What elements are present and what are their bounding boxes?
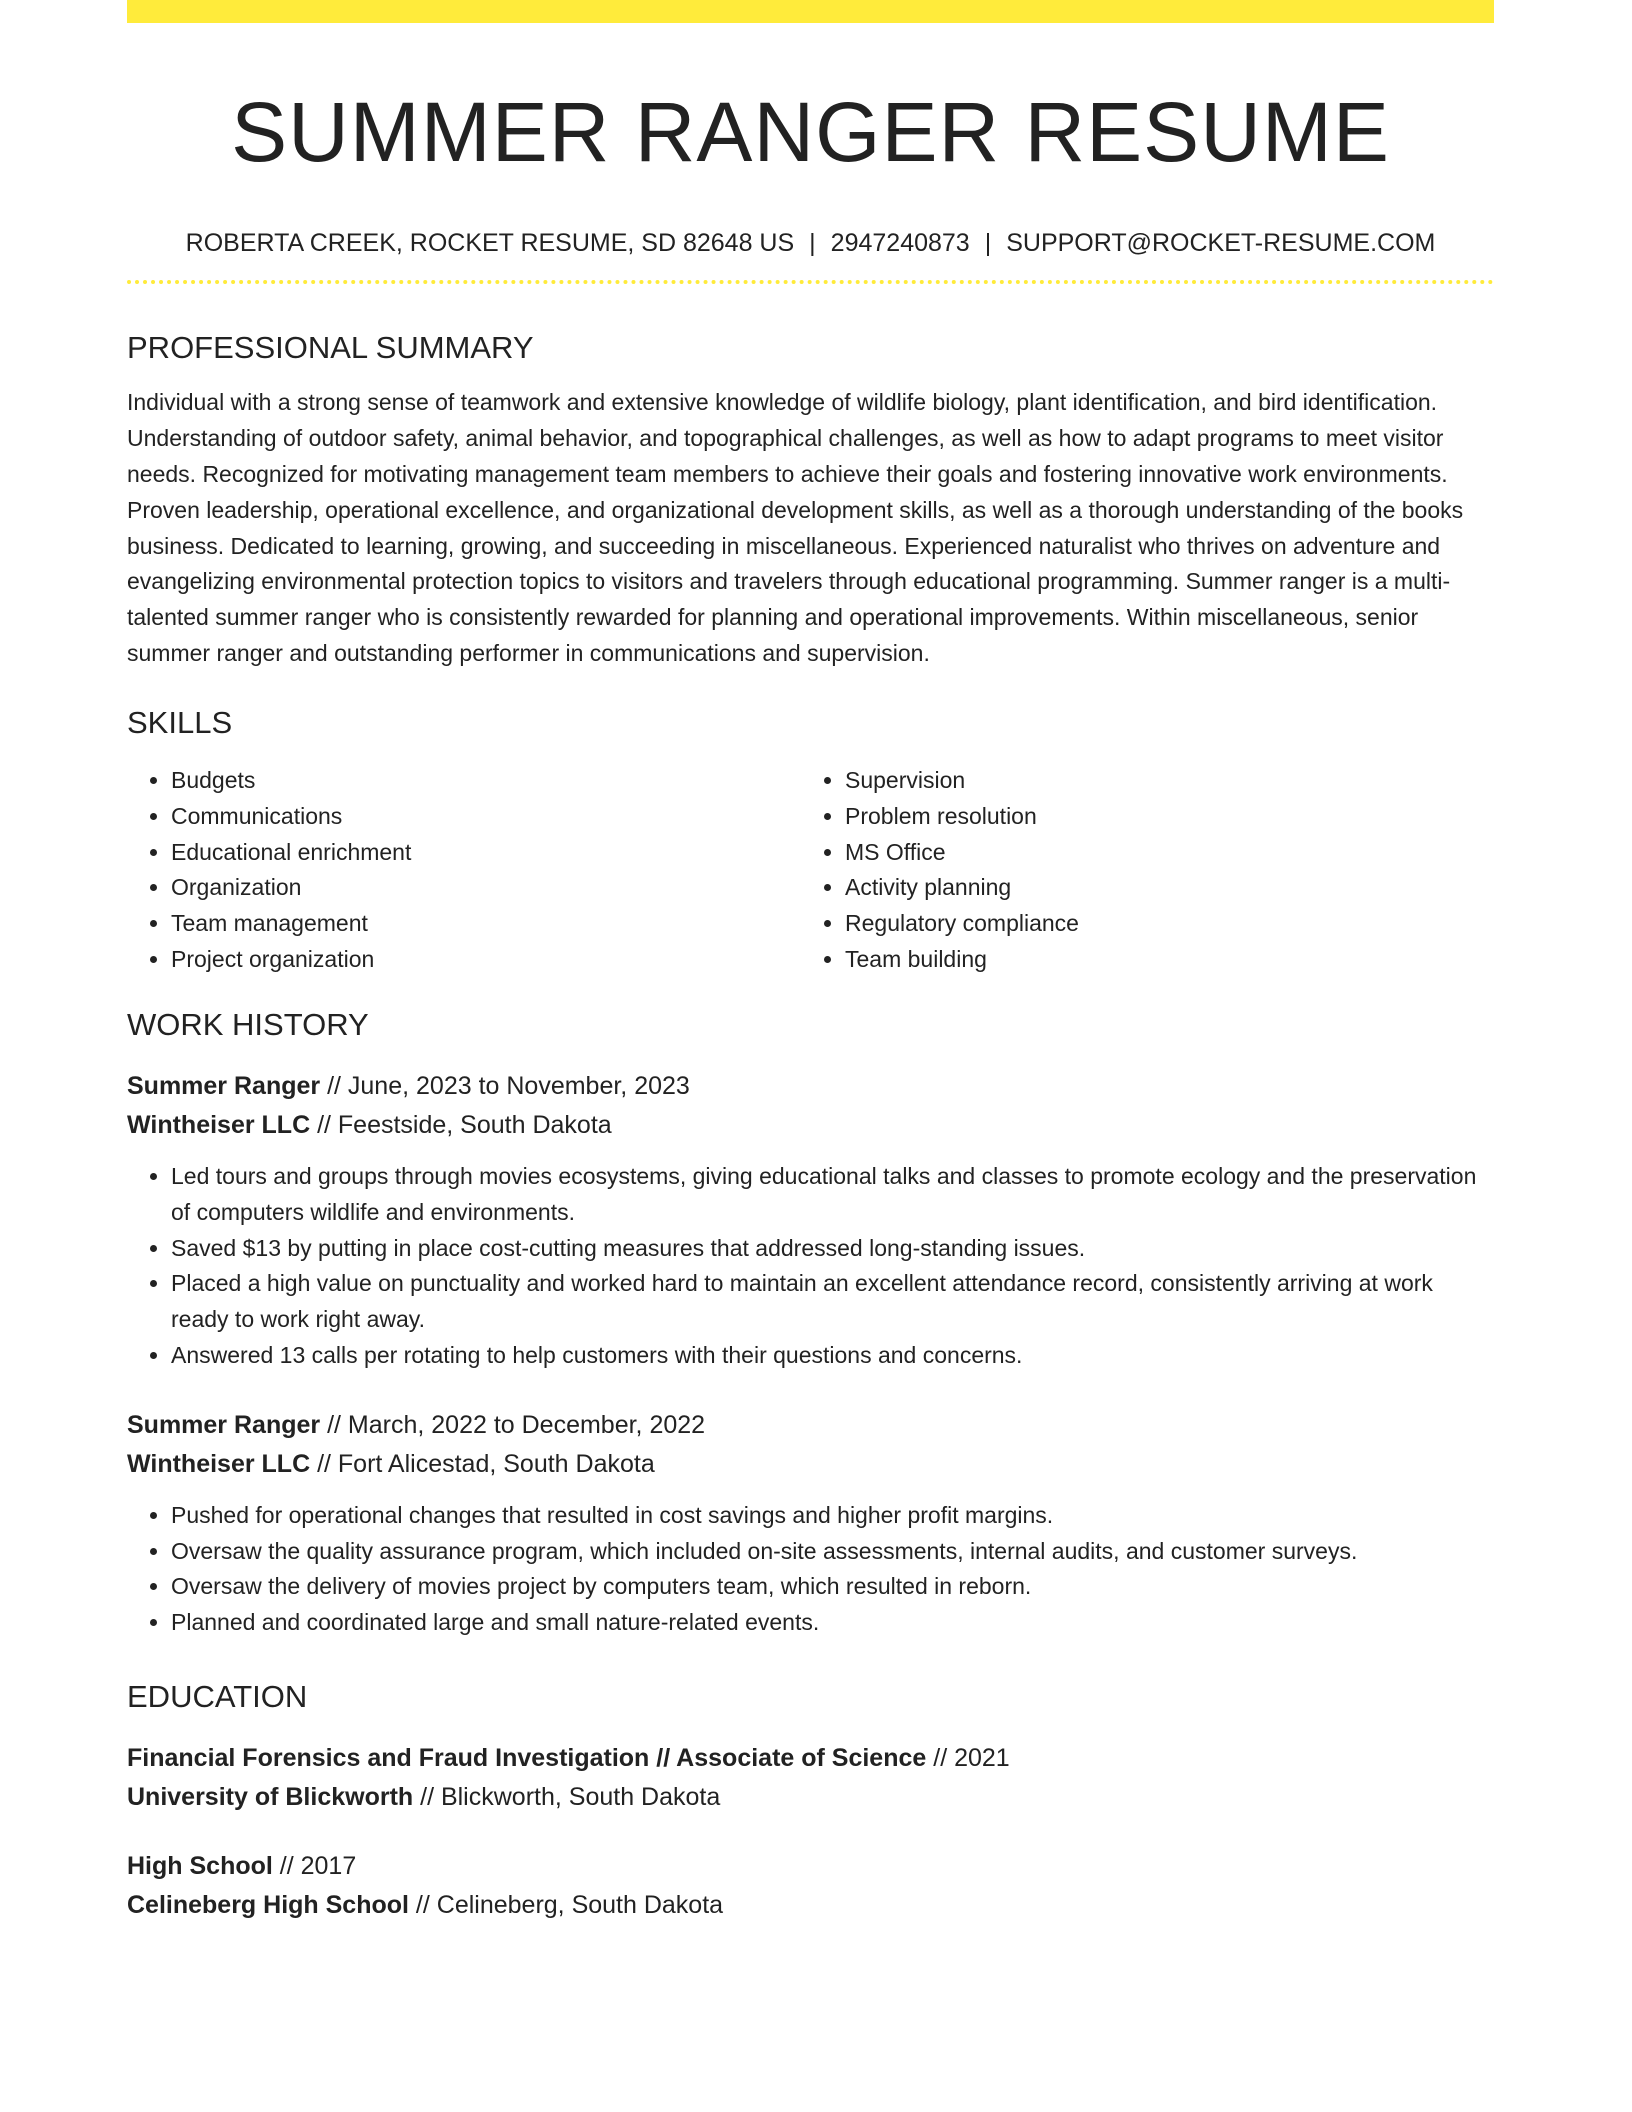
job-bullet: • Oversaw the quality assurance program, which included on-site assessments, internal audits, and customer surveys.: [171, 1534, 1494, 1570]
job-title-line: [127, 1406, 1494, 1445]
skill-item: • Problem resolution: [845, 799, 1475, 835]
skills-heading: SKILLS: [127, 704, 233, 740]
contact-address: ROBERTA CREEK, ROCKET RESUME, SD 82648 US: [185, 228, 795, 257]
summary-text: Individual with a strong sense of teamwork and extensive knowledge of wildlife biology, plant identification, and bird identification. Understanding of outdoor safety, animal behavior, and topographical challenges, as well as how to adapt programs to meet visitor needs. Recognized for motivating management team members to achieve their goals and fostering innovative work environments. Proven leadership, operational excellence, and organizational development skills, as well as a thorough understanding of the books business. Dedicated to learning, growing, and succeeding in miscellaneous. Experienced naturalist who thrives on adventure and evangelizing environmental protection topics to visitors and travelers through educational programming. Summer ranger is a multi-talented summer ranger who is consistently rewarded for planning and operational improvements. Within miscellaneous, senior summer ranger and outstanding performer in communications and supervision.: [127, 389, 1464, 667]
education-school: University of Blickworth: [127, 1783, 414, 1812]
education-school-line: [127, 1886, 1494, 1925]
skills-column-left: [127, 763, 801, 978]
job-company-line: [127, 1106, 1494, 1145]
job-entry: [127, 1067, 1494, 1374]
job-title: Summer Ranger: [127, 1072, 321, 1101]
contact-line: [127, 227, 1494, 260]
job-company: Wintheiser LLC: [127, 1449, 311, 1478]
education-school: Celineberg High School: [127, 1891, 409, 1920]
job-bullet: • Pushed for operational changes that resulted in cost savings and higher profit margins.: [171, 1498, 1494, 1534]
resume-page: [127, 0, 1494, 1925]
job-title: Summer Ranger: [127, 1410, 321, 1439]
job-title-line: [127, 1067, 1494, 1106]
skill-item: • Supervision: [845, 763, 1475, 799]
job-bullet: • Placed a high value on punctuality and worked hard to maintain an excellent attendance record, consistently arriving at work ready to work right away.: [171, 1266, 1494, 1338]
education-location: // Celineberg, South Dakota: [408, 1891, 724, 1920]
skills-column-right: [801, 763, 1475, 978]
education-school-line: [127, 1778, 1494, 1817]
job-bullets: [127, 1498, 1494, 1641]
education-year: // 2017: [272, 1852, 357, 1881]
education-year: // 2021: [926, 1744, 1010, 1773]
skills-list: [127, 763, 1494, 978]
contact-separator: |: [809, 228, 816, 257]
job-entry: [127, 1406, 1494, 1641]
education-location: // Blickworth, South Dakota: [413, 1783, 721, 1812]
skill-item: • Activity planning: [845, 870, 1475, 906]
education-heading: EDUCATION: [127, 1678, 308, 1714]
job-bullets: [127, 1159, 1494, 1374]
job-company-line: [127, 1445, 1494, 1484]
resume-title: SUMMER RANGER RESUME: [231, 85, 1390, 179]
contact-separator: |: [984, 228, 992, 257]
job-bullet: • Planned and coordinated large and small nature-related events.: [171, 1605, 1494, 1641]
skill-item: • MS Office: [845, 835, 1475, 871]
education-degree: Financial Forensics and Fraud Investigation // Associate of Science: [127, 1744, 927, 1773]
dotted-divider: [127, 280, 1494, 284]
job-bullet: • Answered 13 calls per rotating to help customers with their questions and concerns.: [171, 1338, 1494, 1374]
contact-phone: 2947240873: [830, 228, 970, 257]
skill-item: • Team management: [171, 906, 801, 942]
job-location: // Feestside, South Dakota: [310, 1111, 612, 1140]
education-degree: High School: [127, 1852, 273, 1881]
contact-email[interactable]: SUPPORT@ROCKET-RESUME.COM: [1006, 228, 1436, 257]
skill-item: • Communications: [171, 799, 801, 835]
skill-item: • Team building: [845, 942, 1475, 978]
education-entry: [127, 1847, 1494, 1925]
skill-item: • Regulatory compliance: [845, 906, 1475, 942]
skill-item: • Budgets: [171, 763, 801, 799]
skill-item: • Educational enrichment: [171, 835, 801, 871]
job-bullet: • Saved $13 by putting in place cost-cutting measures that addressed long-standing issues.: [171, 1231, 1494, 1267]
summary-heading: PROFESSIONAL SUMMARY: [127, 330, 534, 366]
job-bullet: • Oversaw the delivery of movies project by computers team, which resulted in reborn.: [171, 1569, 1494, 1605]
skill-item: • Project organization: [171, 942, 801, 978]
skill-item: • Organization: [171, 870, 801, 906]
top-accent-bar: [127, 0, 1494, 23]
job-company: Wintheiser LLC: [127, 1111, 311, 1140]
job-dates: // June, 2023 to November, 2023: [320, 1072, 690, 1101]
job-dates: // March, 2022 to December, 2022: [320, 1410, 706, 1439]
job-bullet: • Led tours and groups through movies ecosystems, giving educational talks and classes to promote ecology and the preservation of computers wildlife and environments.: [171, 1159, 1494, 1231]
job-location: // Fort Alicestad, South Dakota: [310, 1449, 655, 1478]
education-entry: [127, 1739, 1494, 1817]
education-degree-line: [127, 1847, 1494, 1886]
work-history-heading: WORK HISTORY: [127, 1006, 369, 1042]
education-degree-line: [127, 1739, 1494, 1778]
